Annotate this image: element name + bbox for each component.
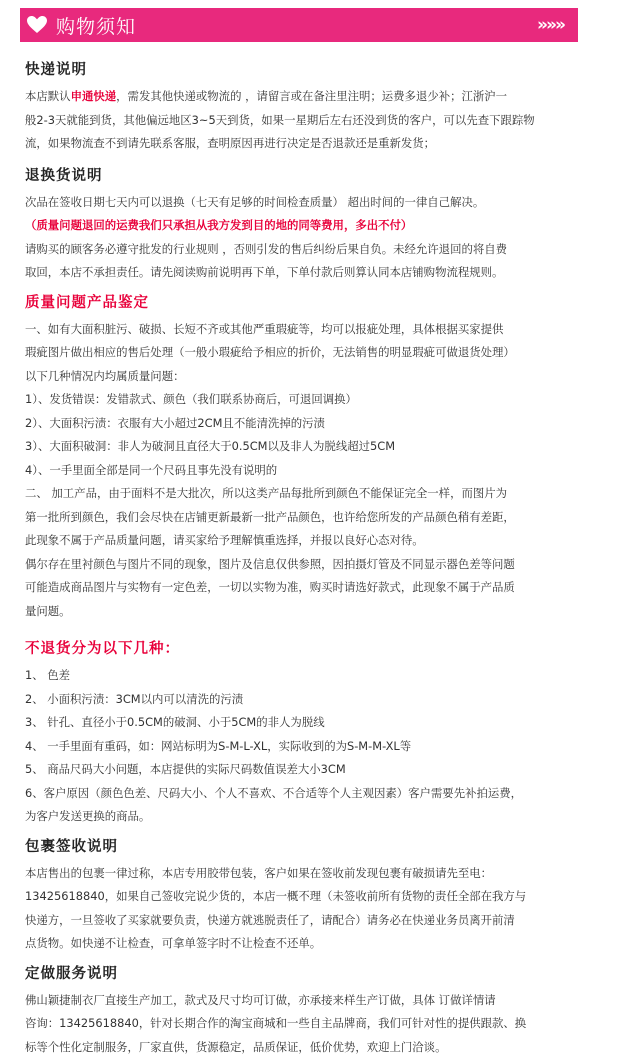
returns-section bbox=[25, 164, 597, 285]
no-return-heading: 不退货分为以下几种： bbox=[25, 641, 180, 657]
no-return-line: 5、 商品尺码大小问题，本店提供的实际尺码数值误差大小3CM bbox=[25, 762, 346, 776]
no-return-line: 为客户发送更换的商品。 bbox=[25, 809, 151, 823]
quality-line: 3）、大面积破洞：非人为破洞且直径大于0.5CM以及非人为脱线超过5CM bbox=[25, 439, 396, 453]
quality-line: 二、 加工产品，由于面料不是大批次，所以这类产品每批所到颜色不能保证完全一样，而图片为 bbox=[25, 486, 508, 500]
heart-icon bbox=[26, 14, 48, 36]
quality-line: 以下几种情况内均属质量问题： bbox=[25, 368, 185, 383]
delivery-line bbox=[25, 85, 597, 109]
returns-shipping-notice: （质量问题退回的运费我们只承担从我方发到目的地的同等费用，多出不付） bbox=[25, 218, 413, 232]
returns-line: 取回，本店不承担责任。请先阅读购前说明再下单，下单付款后则算认同本店铺购物流程规则。 bbox=[25, 265, 504, 279]
delivery-line: 流，如果物流查不到请先联系客服，查明原因再进行决定是否退款还是重新发货； bbox=[25, 136, 436, 150]
no-return-section bbox=[25, 637, 597, 829]
quality-line: 可能造成商品图片与实物有一定色差，一切以实物为准，购买时请选好款式，此现象不属于产品质 bbox=[25, 580, 515, 594]
quality-heading: 质量问题产品鉴定 bbox=[25, 294, 149, 311]
package-section bbox=[25, 835, 597, 956]
returns-line: 次品在签收日期七天内可以退换（七天有足够的时间检查质量） 超出时间的一律自己解决。 bbox=[25, 194, 485, 209]
delivery-text: 本店默认 bbox=[25, 89, 71, 103]
double-chevron-right-icon: »»» bbox=[537, 15, 564, 35]
quality-line: 2）、大面积污渍：衣服有大小超过2CM且不能清洗掉的污渍 bbox=[25, 415, 325, 430]
package-line: 快递方，一旦签收了买家就要负责，快递方就逃脱责任了，请配合）请务必在快递业务员离开前清 bbox=[25, 912, 515, 927]
delivery-section bbox=[25, 58, 597, 156]
custom-line: 标等个性化定制服务，厂家直供，货源稳定，品质保证，低价优势，欢迎上门洽谈。 bbox=[25, 1039, 447, 1054]
page-header-banner bbox=[20, 8, 578, 42]
quality-line: 第一批所到颜色，我们会尽快在店铺更新最新一批产品颜色，也许给您所发的产品颜色稍有差距， bbox=[25, 509, 515, 524]
package-line: 点货物。如快递不让检查，可拿单签字时不让检查不还单。 bbox=[25, 936, 322, 950]
returns-heading: 退换货说明 bbox=[25, 167, 103, 184]
custom-line: 佛山颖捷制衣厂直接生产加工，款式及尺寸均可订做，亦承接来样生产订做，具体 订做详情请 bbox=[25, 992, 496, 1007]
quality-line: 4）、一手里面全部是同一个尺码且事先没有说明的 bbox=[25, 462, 278, 477]
custom-section bbox=[25, 962, 597, 1060]
no-return-line: 3、 针孔、直径小于0.5CM的破洞、小于5CM的非人为脱线 bbox=[25, 715, 325, 729]
package-heading: 包裹签收说明 bbox=[25, 838, 118, 855]
courier-highlight: 申通快递 bbox=[70, 89, 117, 103]
returns-line: 请购买的顾客务必遵守批发的行业规则 ，否则引发的售后纠纷后果自负。未经允许退回的将自费 bbox=[25, 241, 508, 256]
quality-line: 偶尔存在里衬颜色与图片不同的现象，图片及信息仅供参照，因拍摄灯管及不同显示器色差等问题 bbox=[25, 556, 515, 571]
package-line: 13425618840，如果自己签收完说少货的，本店一概不理（未签收前所有货物的责任全部在我方与 bbox=[25, 889, 527, 903]
delivery-text: ，需发其他快递或物流的 ，请留言或在备注里注明；运费多退少补；江浙沪一 bbox=[116, 89, 508, 103]
delivery-line: 般2-3天就能到货，其他偏远地区3~5天到货，如果一星期后左右还没到货的客户，可以先查下跟踪物 bbox=[25, 112, 535, 127]
no-return-line: 4、 一手里面有重码，如：网站标明为S-M-L-XL，实际收到的为S-M-M-XL等 bbox=[25, 738, 412, 753]
page-title: 购物须知 bbox=[56, 15, 137, 38]
quality-line: 1）、发货错误：发错款式、颜色（我们联系协商后，可退回调换） bbox=[25, 392, 357, 406]
quality-line: 此现象不属于产品质量问题，请买家给予理解慎重选择，并报以良好心态对待。 bbox=[25, 533, 424, 547]
quality-line: 量问题。 bbox=[25, 603, 71, 618]
no-return-line: 1、 色差 bbox=[25, 668, 71, 682]
package-line: 本店售出的包裹一律过称，本店专用胶带包装，客户如果在签收前发现包裹有破损请先至电： bbox=[25, 865, 493, 880]
delivery-heading: 快递说明 bbox=[25, 62, 87, 78]
no-return-line: 2、 小面积污渍：3CM以内可以清洗的污渍 bbox=[25, 691, 244, 706]
quality-line: 一、如有大面积脏污、破损、长短不齐或其他严重瑕疵等，均可以报疵处理，具体根据买家提供 bbox=[25, 321, 504, 336]
notice-content bbox=[25, 58, 597, 1063]
custom-heading: 定做服务说明 bbox=[25, 965, 118, 982]
custom-line: 咨询：13425618840，针对长期合作的淘宝商城和一些自主品牌商，我们可针对性的提供跟款、换 bbox=[25, 1016, 527, 1030]
quality-section bbox=[25, 291, 597, 624]
quality-line: 瑕疵图片做出相应的售后处理（一般小瑕疵给予相应的折价，无法销售的明显瑕疵可做退货处理） bbox=[25, 345, 515, 359]
no-return-line: 6、客户原因（颜色色差、尺码大小、个人不喜欢、不合适等个人主观因素）客户需要先补拍运费， bbox=[25, 785, 523, 800]
